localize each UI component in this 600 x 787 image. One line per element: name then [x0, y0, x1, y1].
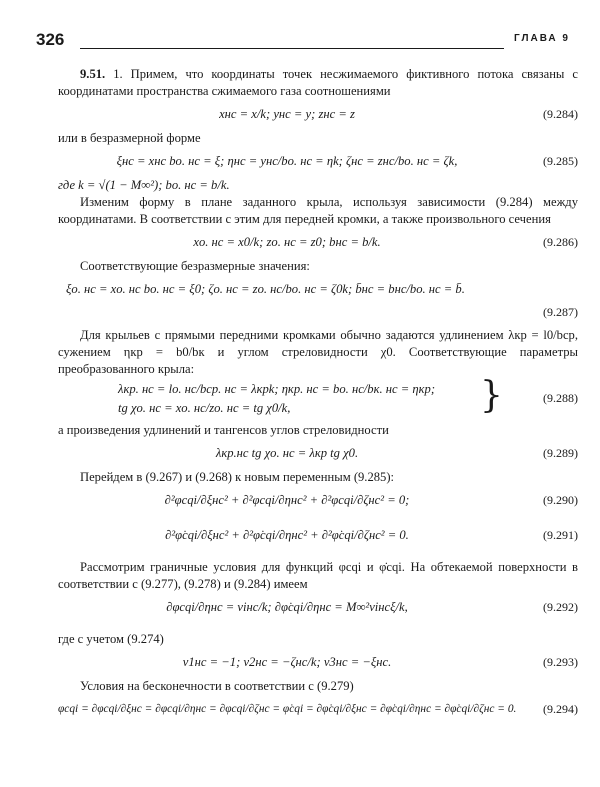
equation-number: (9.292)	[543, 600, 578, 614]
equation-body: ξнс = xнс bо. нс = ξ; ηнс = yнс/bо. нс = ηk; ζнс = zнс/bо. нс = ζk,	[116, 154, 458, 168]
equation-9-292	[58, 596, 578, 628]
equation-body: ∂φcqi/∂ηнс = viнс/k; ∂φ̇cqi/∂ηнс = M∞²viнсξ/k,	[166, 600, 408, 614]
equation-body: λкр.нс tg χо. нс = λкр tg χ0.	[215, 446, 359, 460]
equation-body: φcqi = ∂φcqi/∂ξнс = ∂φcqi/∂ηнс = ∂φcqi/∂ζнс = φ̇cqi = ∂φ̇cqi/∂ξнс = ∂φ̇cqi/∂ηнс = ∂φ̇cqi/∂ζнс = 0.	[58, 703, 517, 715]
section-number: 9.51.	[80, 67, 106, 81]
equation-body: v1нс = −1; v2нс = −ζнс/k; v3нс = −ξнс.	[182, 655, 392, 669]
equation-number: (9.287)	[543, 305, 578, 319]
equation-body: xнс = x/k; yнс = y; zнс = z	[219, 107, 355, 121]
equation-9-289	[58, 442, 578, 466]
dimless-values: Соответствующие безразмерные значения:	[80, 259, 310, 273]
transition-paragraph: Перейдем в (9.267) и (9.268) к новым переменным (9.285):	[80, 470, 395, 484]
equation-body: xо. нс = x0/k; zо. нс = z0; bнс = b/k.	[193, 235, 381, 249]
equation-9-291	[58, 524, 578, 556]
wings-paragraph: Для крыльев с прямыми передними кромками обычно задаются удлинением λкр = l0/bср, сужением ηкр = b0/bк и углом стреловидности χ0. Соответствующие параметры преобразованного крыла:	[58, 328, 578, 376]
equation-body: ∂²φ̇cqi/∂ξнс² + ∂²φ̇cqi/∂ηнс² + ∂²φ̇cqi/∂ζнс² = 0.	[165, 528, 409, 542]
equation-number: (9.289)	[543, 446, 578, 460]
equation-number: (9.285)	[543, 154, 578, 168]
change-form-paragraph: Изменим форму в плане заданного крыла, используя зависимости (9.284) между координатами. В соответствии с этим для передней кромки, а также произвольного сечения	[58, 195, 578, 226]
header-rule	[80, 48, 504, 49]
equation-9-284	[58, 103, 578, 127]
page-header	[36, 30, 570, 54]
page-number: 326	[36, 30, 65, 49]
equation-number: (9.291)	[543, 528, 578, 542]
equation-9-288	[58, 375, 578, 420]
equation-9-287	[58, 278, 578, 324]
boundary-paragraph: Рассмотрим граничные условия для функций φcqi и φ̇cqi. На обтекаемой поверхности в соответствии с (9.277), (9.278) и (9.284) имеем	[58, 560, 578, 591]
equation-number: (9.290)	[543, 493, 578, 507]
right-brace: }	[480, 375, 503, 416]
equation-9-285	[58, 150, 578, 174]
dimless-intro: или в безразмерной форме	[58, 131, 201, 145]
equation-number: (9.284)	[543, 107, 578, 121]
considering-paragraph: где с учетом (9.274)	[58, 632, 164, 646]
equation-body: ξо. нс = xо. нс bо. нс = ξ0; ζо. нс = zо. нс/bо. нс = ζ0k; b̄нс = bнс/bо. нс = b̄.	[66, 282, 465, 296]
equation-number: (9.286)	[543, 235, 578, 249]
equation-line-2: tg χо. нс = xо. нс/zо. нс = tg χ0/k,	[118, 401, 291, 415]
infinity-paragraph: Условия на бесконечности в соответствии с (9.279)	[80, 679, 354, 693]
equation-9-286	[58, 231, 578, 255]
where-k: где k = √(1 − M∞²); bо. нс = b/k.	[58, 178, 230, 192]
chapter-title: ГЛАВА 9	[514, 33, 570, 44]
equation-body: ∂²φcqi/∂ξнс² + ∂²φcqi/∂ηнс² + ∂²φcqi/∂ζнс² = 0;	[164, 493, 410, 507]
equation-number: (9.288)	[543, 391, 578, 405]
equation-system	[118, 380, 435, 418]
intro-paragraph	[58, 66, 578, 100]
intro-text: 1. Примем, что координаты точек несжимаемого фиктивного потока связаны с координатами пространства сжимаемого газа соотношениями	[58, 67, 578, 98]
equation-9-293	[58, 651, 578, 675]
equation-line-1: λкр. нс = lо. нс/bср. нс = λкрk; ηкр. нс = bо. нс/bк. нс = ηкр;	[118, 382, 436, 396]
equation-9-290	[58, 489, 578, 521]
equation-number: (9.293)	[543, 655, 578, 669]
equation-9-294	[58, 698, 578, 730]
equation-number: (9.294)	[543, 702, 578, 716]
page-body	[58, 66, 578, 733]
products-paragraph: а произведения удлинений и тангенсов углов стреловидности	[58, 423, 389, 437]
